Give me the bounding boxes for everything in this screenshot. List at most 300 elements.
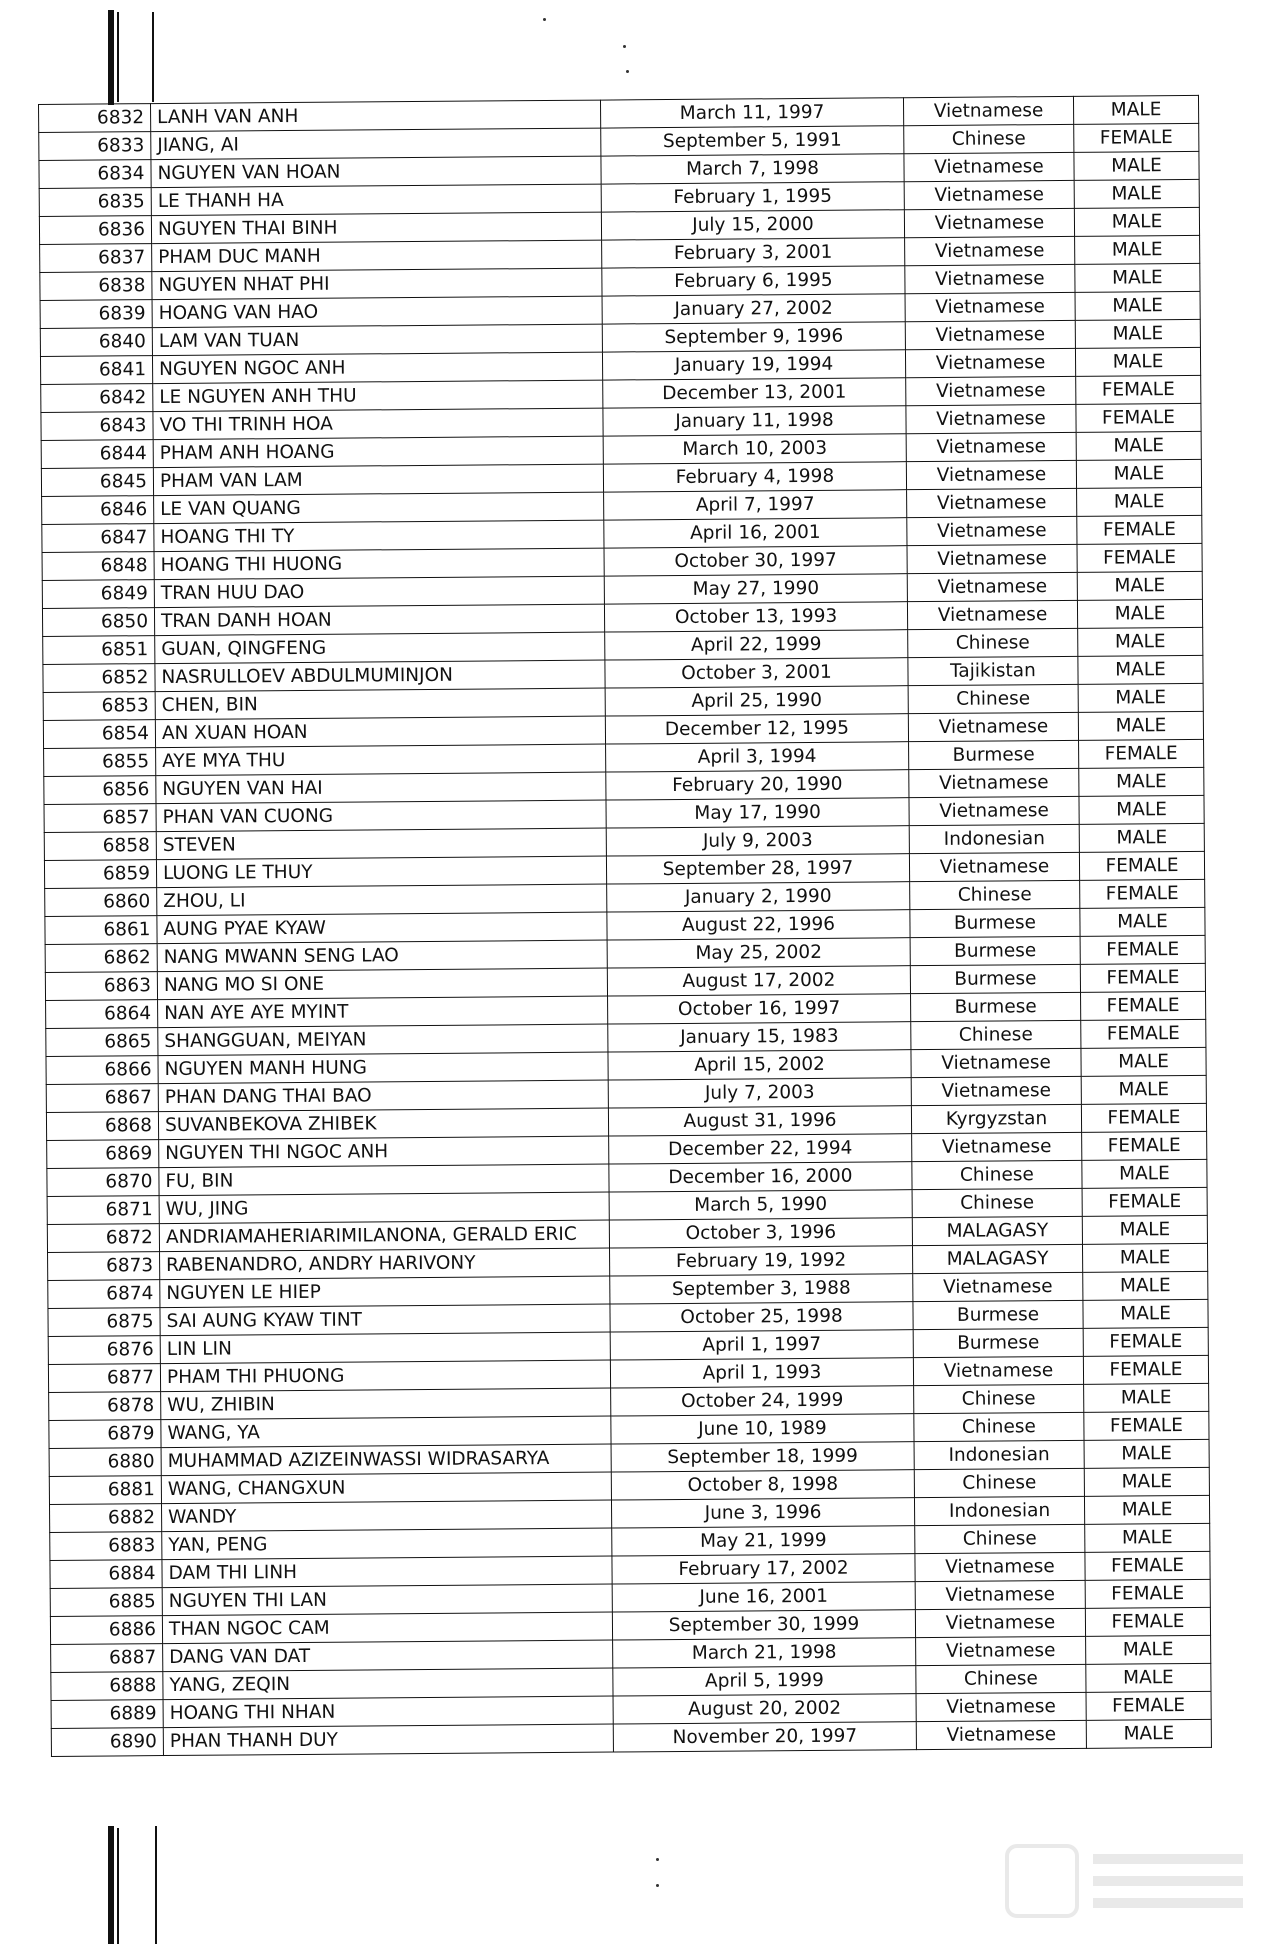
record-id: 6849	[42, 580, 154, 609]
record-sex: FEMALE	[1083, 1355, 1208, 1384]
record-nationality: Vietnamese	[911, 1076, 1081, 1105]
record-sex: MALE	[1075, 347, 1200, 376]
record-name: LIN LIN	[160, 1332, 610, 1364]
record-date-of-birth: April 22, 1999	[605, 630, 908, 660]
scan-speck	[656, 1858, 659, 1861]
record-date-of-birth: March 21, 1998	[613, 1638, 916, 1668]
record-id: 6871	[47, 1196, 159, 1225]
record-date-of-birth: August 31, 1996	[608, 1106, 911, 1136]
record-id: 6875	[48, 1308, 160, 1337]
record-id: 6839	[40, 300, 152, 329]
record-sex: MALE	[1074, 207, 1199, 236]
record-sex: FEMALE	[1074, 123, 1199, 152]
record-date-of-birth: September 18, 1999	[611, 1442, 914, 1472]
record-sex: MALE	[1078, 683, 1203, 712]
record-date-of-birth: January 11, 1998	[603, 406, 906, 436]
record-sex: FEMALE	[1082, 1187, 1207, 1216]
record-sex: FEMALE	[1081, 991, 1206, 1020]
binder-mark-bottom-thin	[117, 1828, 119, 1944]
record-nationality: Vietnamese	[904, 180, 1074, 209]
record-id: 6856	[44, 776, 156, 805]
record-id: 6837	[40, 244, 152, 273]
record-id: 6869	[47, 1140, 159, 1169]
record-id: 6851	[43, 636, 155, 665]
record-sex: MALE	[1081, 1047, 1206, 1076]
record-nationality: Vietnamese	[905, 292, 1075, 321]
record-name: TRAN DANH HOAN	[154, 604, 604, 636]
binder-mark-top	[108, 10, 114, 105]
record-nationality: Vietnamese	[916, 1692, 1086, 1721]
record-id: 6845	[41, 468, 153, 497]
record-nationality: Vietnamese	[907, 600, 1077, 629]
record-sex: FEMALE	[1076, 403, 1201, 432]
record-sex: MALE	[1077, 599, 1202, 628]
record-nationality: Vietnamese	[911, 1048, 1081, 1077]
record-id: 6838	[40, 272, 152, 301]
record-nationality: Chinese	[916, 1664, 1086, 1693]
record-id: 6854	[43, 720, 155, 749]
record-sex: MALE	[1082, 1159, 1207, 1188]
record-date-of-birth: February 4, 1998	[603, 462, 906, 492]
record-nationality: Vietnamese	[915, 1552, 1085, 1581]
record-sex: FEMALE	[1085, 1607, 1210, 1636]
record-date-of-birth: January 15, 1983	[608, 1022, 911, 1052]
record-sex: MALE	[1084, 1467, 1209, 1496]
record-nationality: Vietnamese	[905, 236, 1075, 265]
record-name: DANG VAN DAT	[163, 1640, 613, 1672]
scan-speck	[626, 70, 629, 73]
record-sex: MALE	[1078, 711, 1203, 740]
record-id: 6868	[46, 1112, 158, 1141]
record-sex: FEMALE	[1082, 1131, 1207, 1160]
record-nationality: Burmese	[913, 1300, 1083, 1329]
record-id: 6846	[42, 496, 154, 525]
record-name: PHAN THANH DUY	[163, 1724, 613, 1756]
record-nationality: Chinese	[914, 1384, 1084, 1413]
record-name: NGUYEN NHAT PHI	[152, 268, 602, 300]
record-date-of-birth: July 9, 2003	[606, 826, 909, 856]
record-name: ZHOU, LI	[157, 884, 607, 916]
record-nationality: Vietnamese	[905, 264, 1075, 293]
record-nationality: Vietnamese	[913, 1356, 1083, 1385]
record-date-of-birth: February 20, 1990	[606, 770, 909, 800]
record-sex: FEMALE	[1085, 1551, 1210, 1580]
record-date-of-birth: April 5, 1999	[613, 1666, 916, 1696]
record-date-of-birth: December 16, 2000	[609, 1162, 912, 1192]
record-nationality: MALAGASY	[912, 1244, 1082, 1273]
record-id: 6883	[50, 1532, 162, 1561]
record-nationality: Indonesian	[914, 1440, 1084, 1469]
record-name: WU, JING	[159, 1192, 609, 1224]
record-sex: FEMALE	[1077, 543, 1202, 572]
record-date-of-birth: August 20, 2002	[613, 1694, 916, 1724]
record-sex: MALE	[1075, 235, 1200, 264]
record-name: WU, ZHIBIN	[161, 1388, 611, 1420]
record-nationality: Burmese	[909, 740, 1079, 769]
record-date-of-birth: April 7, 1997	[604, 490, 907, 520]
record-nationality: Chinese	[908, 684, 1078, 713]
record-date-of-birth: March 11, 1997	[600, 98, 903, 128]
record-id: 6862	[45, 944, 157, 973]
record-name: AN XUAN HOAN	[155, 716, 605, 748]
record-nationality: Vietnamese	[904, 208, 1074, 237]
record-id: 6885	[50, 1588, 162, 1617]
record-sex: MALE	[1084, 1439, 1209, 1468]
record-name: CHEN, BIN	[155, 688, 605, 720]
record-id: 6834	[39, 160, 151, 189]
record-id: 6873	[48, 1252, 160, 1281]
record-sex: MALE	[1086, 1719, 1211, 1748]
record-nationality: Vietnamese	[906, 460, 1076, 489]
record-id: 6877	[48, 1364, 160, 1393]
record-date-of-birth: September 9, 1996	[602, 322, 905, 352]
record-name: SHANGGUAN, MEIYAN	[158, 1024, 608, 1056]
record-sex: MALE	[1076, 459, 1201, 488]
record-nationality: Vietnamese	[906, 404, 1076, 433]
record-name: LAM VAN TUAN	[152, 324, 602, 356]
record-nationality: Chinese	[912, 1160, 1082, 1189]
record-nationality: Vietnamese	[912, 1132, 1082, 1161]
record-nationality: Chinese	[915, 1524, 1085, 1553]
record-sex: MALE	[1079, 767, 1204, 796]
record-date-of-birth: February 19, 1992	[610, 1246, 913, 1276]
record-sex: FEMALE	[1080, 935, 1205, 964]
record-nationality: Burmese	[910, 936, 1080, 965]
record-sex: FEMALE	[1084, 1411, 1209, 1440]
record-nationality: Burmese	[911, 992, 1081, 1021]
record-date-of-birth: May 21, 1999	[612, 1526, 915, 1556]
record-nationality: Kyrgyzstan	[911, 1104, 1081, 1133]
record-nationality: Vietnamese	[909, 796, 1079, 825]
record-name: LUONG LE THUY	[156, 856, 606, 888]
record-sex: MALE	[1078, 655, 1203, 684]
record-id: 6864	[46, 1000, 158, 1029]
record-date-of-birth: October 30, 1997	[604, 546, 907, 576]
record-date-of-birth: December 13, 2001	[603, 378, 906, 408]
record-date-of-birth: June 10, 1989	[611, 1414, 914, 1444]
record-date-of-birth: June 16, 2001	[612, 1582, 915, 1612]
record-date-of-birth: March 5, 1990	[609, 1190, 912, 1220]
record-sex: FEMALE	[1079, 739, 1204, 768]
record-name: DAM THI LINH	[162, 1556, 612, 1588]
record-id: 6879	[49, 1420, 161, 1449]
record-name: AUNG PYAE KYAW	[157, 912, 607, 944]
record-date-of-birth: April 15, 2002	[608, 1050, 911, 1080]
record-nationality: Chinese	[911, 1020, 1081, 1049]
record-date-of-birth: January 2, 1990	[607, 882, 910, 912]
record-id: 6870	[47, 1168, 159, 1197]
record-sex: MALE	[1075, 263, 1200, 292]
record-sex: FEMALE	[1079, 851, 1204, 880]
record-date-of-birth: February 3, 2001	[602, 238, 905, 268]
record-name: NGUYEN VAN HOAN	[151, 156, 601, 188]
record-nationality: Vietnamese	[904, 152, 1074, 181]
record-date-of-birth: April 1, 1993	[610, 1358, 913, 1388]
record-date-of-birth: April 3, 1994	[606, 742, 909, 772]
record-date-of-birth: October 25, 1998	[610, 1302, 913, 1332]
record-date-of-birth: January 27, 2002	[602, 294, 905, 324]
binder-mark-bottom	[108, 1826, 114, 1944]
record-sex: MALE	[1080, 907, 1205, 936]
record-id: 6867	[46, 1084, 158, 1113]
record-nationality: Vietnamese	[907, 572, 1077, 601]
record-nationality: Indonesian	[909, 824, 1079, 853]
record-nationality: Vietnamese	[907, 544, 1077, 573]
record-name: NANG MWANN SENG LAO	[157, 940, 607, 972]
record-nationality: Vietnamese	[913, 1272, 1083, 1301]
record-sex: MALE	[1073, 95, 1198, 124]
scan-speck	[656, 1884, 659, 1887]
record-sex: MALE	[1083, 1299, 1208, 1328]
record-id: 6876	[48, 1336, 160, 1365]
record-nationality: Chinese	[914, 1468, 1084, 1497]
record-sex: MALE	[1079, 823, 1204, 852]
record-date-of-birth: October 24, 1999	[611, 1386, 914, 1416]
record-nationality: Chinese	[912, 1188, 1082, 1217]
record-id: 6842	[41, 384, 153, 413]
record-date-of-birth: December 22, 1994	[609, 1134, 912, 1164]
record-id: 6848	[42, 552, 154, 581]
record-id: 6832	[39, 104, 151, 133]
record-id: 6836	[39, 216, 151, 245]
record-name: HOANG THI NHAN	[163, 1696, 613, 1728]
record-nationality: Tajikistan	[908, 656, 1078, 685]
record-name: LE NGUYEN ANH THU	[153, 380, 603, 412]
record-name: WANG, YA	[161, 1416, 611, 1448]
record-name: PHAM VAN LAM	[153, 464, 603, 496]
record-name: STEVEN	[156, 828, 606, 860]
record-nationality: Vietnamese	[909, 768, 1079, 797]
record-date-of-birth: October 3, 2001	[605, 658, 908, 688]
record-sex: FEMALE	[1081, 1019, 1206, 1048]
record-nationality: Vietnamese	[916, 1720, 1086, 1749]
record-sex: MALE	[1082, 1243, 1207, 1272]
record-nationality: Vietnamese	[903, 96, 1073, 125]
record-id: 6844	[41, 440, 153, 469]
records-table	[38, 95, 1212, 1757]
record-date-of-birth: April 1, 1997	[610, 1330, 913, 1360]
record-name: FU, BIN	[159, 1164, 609, 1196]
record-id: 6865	[46, 1028, 158, 1057]
record-date-of-birth: April 16, 2001	[604, 518, 907, 548]
record-id: 6841	[40, 356, 152, 385]
record-name: WANDY	[161, 1500, 611, 1532]
record-name: PHAM ANH HOANG	[153, 436, 603, 468]
record-name: LANH VAN ANH	[151, 100, 601, 132]
record-id: 6878	[49, 1392, 161, 1421]
record-name: NASRULLOEV ABDULMUMINJON	[155, 660, 605, 692]
record-name: PHAM THI PHUONG	[160, 1360, 610, 1392]
record-date-of-birth: March 10, 2003	[603, 434, 906, 464]
record-nationality: Vietnamese	[907, 516, 1077, 545]
record-sex: MALE	[1086, 1663, 1211, 1692]
record-sex: MALE	[1084, 1495, 1209, 1524]
scan-speck	[543, 18, 546, 21]
record-date-of-birth: February 6, 1995	[602, 266, 905, 296]
record-id: 6835	[39, 188, 151, 217]
record-sex: FEMALE	[1080, 963, 1205, 992]
record-name: THAN NGOC CAM	[162, 1612, 612, 1644]
record-nationality: Vietnamese	[907, 488, 1077, 517]
record-sex: MALE	[1079, 795, 1204, 824]
record-date-of-birth: April 25, 1990	[605, 686, 908, 716]
record-id: 6860	[45, 888, 157, 917]
record-sex: MALE	[1077, 571, 1202, 600]
record-nationality: Burmese	[910, 964, 1080, 993]
record-id: 6880	[49, 1448, 161, 1477]
record-nationality: Vietnamese	[905, 348, 1075, 377]
record-name: MUHAMMAD AZIZEINWASSI WIDRASARYA	[161, 1444, 611, 1476]
record-id: 6855	[44, 748, 156, 777]
scan-speck	[623, 45, 626, 48]
record-id: 6857	[44, 804, 156, 833]
record-sex: MALE	[1078, 627, 1203, 656]
record-id: 6840	[40, 328, 152, 357]
record-name: NGUYEN THI LAN	[162, 1584, 612, 1616]
record-name: LE THANH HA	[151, 184, 601, 216]
record-name: PHAN DANG THAI BAO	[158, 1080, 608, 1112]
record-name: NGUYEN VAN HAI	[156, 772, 606, 804]
record-date-of-birth: January 19, 1994	[602, 350, 905, 380]
record-name: NGUYEN THI NGOC ANH	[159, 1136, 609, 1168]
record-name: ANDRIAMAHERIARIMILANONA, GERALD ERIC	[159, 1220, 609, 1252]
record-sex: FEMALE	[1081, 1103, 1206, 1132]
record-id: 6847	[42, 524, 154, 553]
record-name: AYE MYA THU	[156, 744, 606, 776]
record-date-of-birth: February 1, 1995	[601, 182, 904, 212]
record-date-of-birth: October 13, 1993	[604, 602, 907, 632]
record-sex: MALE	[1083, 1271, 1208, 1300]
record-id: 6886	[50, 1616, 162, 1645]
record-date-of-birth: August 22, 1996	[607, 910, 910, 940]
record-nationality: Burmese	[913, 1328, 1083, 1357]
record-nationality: Vietnamese	[906, 376, 1076, 405]
record-sex: MALE	[1074, 151, 1199, 180]
records-table-body	[39, 95, 1212, 1756]
record-name: NANG MO SI ONE	[157, 968, 607, 1000]
record-sex: MALE	[1076, 431, 1201, 460]
record-nationality: Vietnamese	[906, 432, 1076, 461]
record-name: TRAN HUU DAO	[154, 576, 604, 608]
record-date-of-birth: December 12, 1995	[605, 714, 908, 744]
record-sex: MALE	[1085, 1523, 1210, 1552]
record-sex: FEMALE	[1085, 1579, 1210, 1608]
record-nationality: Vietnamese	[909, 852, 1079, 881]
record-sex: MALE	[1084, 1383, 1209, 1412]
watermark-logo-icon	[1003, 1836, 1253, 1936]
record-id: 6850	[42, 608, 154, 637]
record-date-of-birth: October 16, 1997	[608, 994, 911, 1024]
binder-mark-bottom-right	[155, 1826, 157, 1944]
binder-mark-top-thin	[117, 12, 119, 102]
record-name: NGUYEN LE HIEP	[160, 1276, 610, 1308]
record-date-of-birth: October 8, 1998	[611, 1470, 914, 1500]
record-name: NGUYEN MANH HUNG	[158, 1052, 608, 1084]
record-date-of-birth: September 28, 1997	[606, 854, 909, 884]
record-date-of-birth: March 7, 1998	[601, 154, 904, 184]
record-sex: FEMALE	[1083, 1327, 1208, 1356]
record-date-of-birth: September 5, 1991	[601, 126, 904, 156]
record-id: 6887	[51, 1644, 163, 1673]
record-id: 6890	[51, 1728, 163, 1757]
record-nationality: Vietnamese	[916, 1636, 1086, 1665]
record-name: YAN, PENG	[162, 1528, 612, 1560]
record-name: YANG, ZEQIN	[163, 1668, 613, 1700]
record-id: 6858	[44, 832, 156, 861]
record-sex: FEMALE	[1086, 1691, 1211, 1720]
record-id: 6852	[43, 664, 155, 693]
record-name: HOANG VAN HAO	[152, 296, 602, 328]
record-name: NAN AYE AYE MYINT	[158, 996, 608, 1028]
record-name: RABENANDRO, ANDRY HARIVONY	[160, 1248, 610, 1280]
record-name: WANG, CHANGXUN	[161, 1472, 611, 1504]
record-sex: FEMALE	[1077, 515, 1202, 544]
record-id: 6863	[45, 972, 157, 1001]
record-id: 6859	[44, 860, 156, 889]
record-nationality: Vietnamese	[908, 712, 1078, 741]
record-nationality: Burmese	[910, 908, 1080, 937]
record-name: SUVANBEKOVA ZHIBEK	[158, 1108, 608, 1140]
record-nationality: Chinese	[910, 880, 1080, 909]
record-sex: MALE	[1077, 487, 1202, 516]
record-date-of-birth: February 17, 2002	[612, 1554, 915, 1584]
record-date-of-birth: June 3, 1996	[611, 1498, 914, 1528]
record-nationality: Vietnamese	[915, 1580, 1085, 1609]
record-sex: MALE	[1086, 1635, 1211, 1664]
record-name: PHAN VAN CUONG	[156, 800, 606, 832]
record-sex: FEMALE	[1080, 879, 1205, 908]
record-id: 6843	[41, 412, 153, 441]
record-sex: MALE	[1075, 291, 1200, 320]
record-nationality: Vietnamese	[915, 1608, 1085, 1637]
record-name: PHAM DUC MANH	[152, 240, 602, 272]
record-id: 6853	[43, 692, 155, 721]
record-date-of-birth: May 17, 1990	[606, 798, 909, 828]
record-nationality: Vietnamese	[905, 320, 1075, 349]
record-nationality: Chinese	[904, 124, 1074, 153]
record-name: HOANG THI TY	[154, 520, 604, 552]
record-nationality: Indonesian	[914, 1496, 1084, 1525]
record-id: 6884	[50, 1560, 162, 1589]
record-name: HOANG THI HUONG	[154, 548, 604, 580]
record-name: JIANG, AI	[151, 128, 601, 160]
record-nationality: Chinese	[908, 628, 1078, 657]
record-nationality: Chinese	[914, 1412, 1084, 1441]
record-id: 6861	[45, 916, 157, 945]
record-name: LE VAN QUANG	[154, 492, 604, 524]
record-sex: FEMALE	[1076, 375, 1201, 404]
record-date-of-birth: May 25, 2002	[607, 938, 910, 968]
record-id: 6888	[51, 1672, 163, 1701]
record-id: 6889	[51, 1700, 163, 1729]
record-date-of-birth: September 3, 1988	[610, 1274, 913, 1304]
record-date-of-birth: July 15, 2000	[601, 210, 904, 240]
record-name: NGUYEN THAI BINH	[151, 212, 601, 244]
record-date-of-birth: October 3, 1996	[609, 1218, 912, 1248]
record-id: 6872	[47, 1224, 159, 1253]
record-id: 6881	[49, 1476, 161, 1505]
binder-mark-top-right	[152, 12, 154, 102]
record-id: 6874	[48, 1280, 160, 1309]
record-sex: MALE	[1075, 319, 1200, 348]
record-date-of-birth: May 27, 1990	[604, 574, 907, 604]
record-date-of-birth: August 17, 2002	[607, 966, 910, 996]
record-name: VO THI TRINH HOA	[153, 408, 603, 440]
record-sex: MALE	[1082, 1215, 1207, 1244]
record-name: SAI AUNG KYAW TINT	[160, 1304, 610, 1336]
record-name: NGUYEN NGOC ANH	[152, 352, 602, 384]
record-date-of-birth: November 20, 1997	[613, 1722, 916, 1752]
